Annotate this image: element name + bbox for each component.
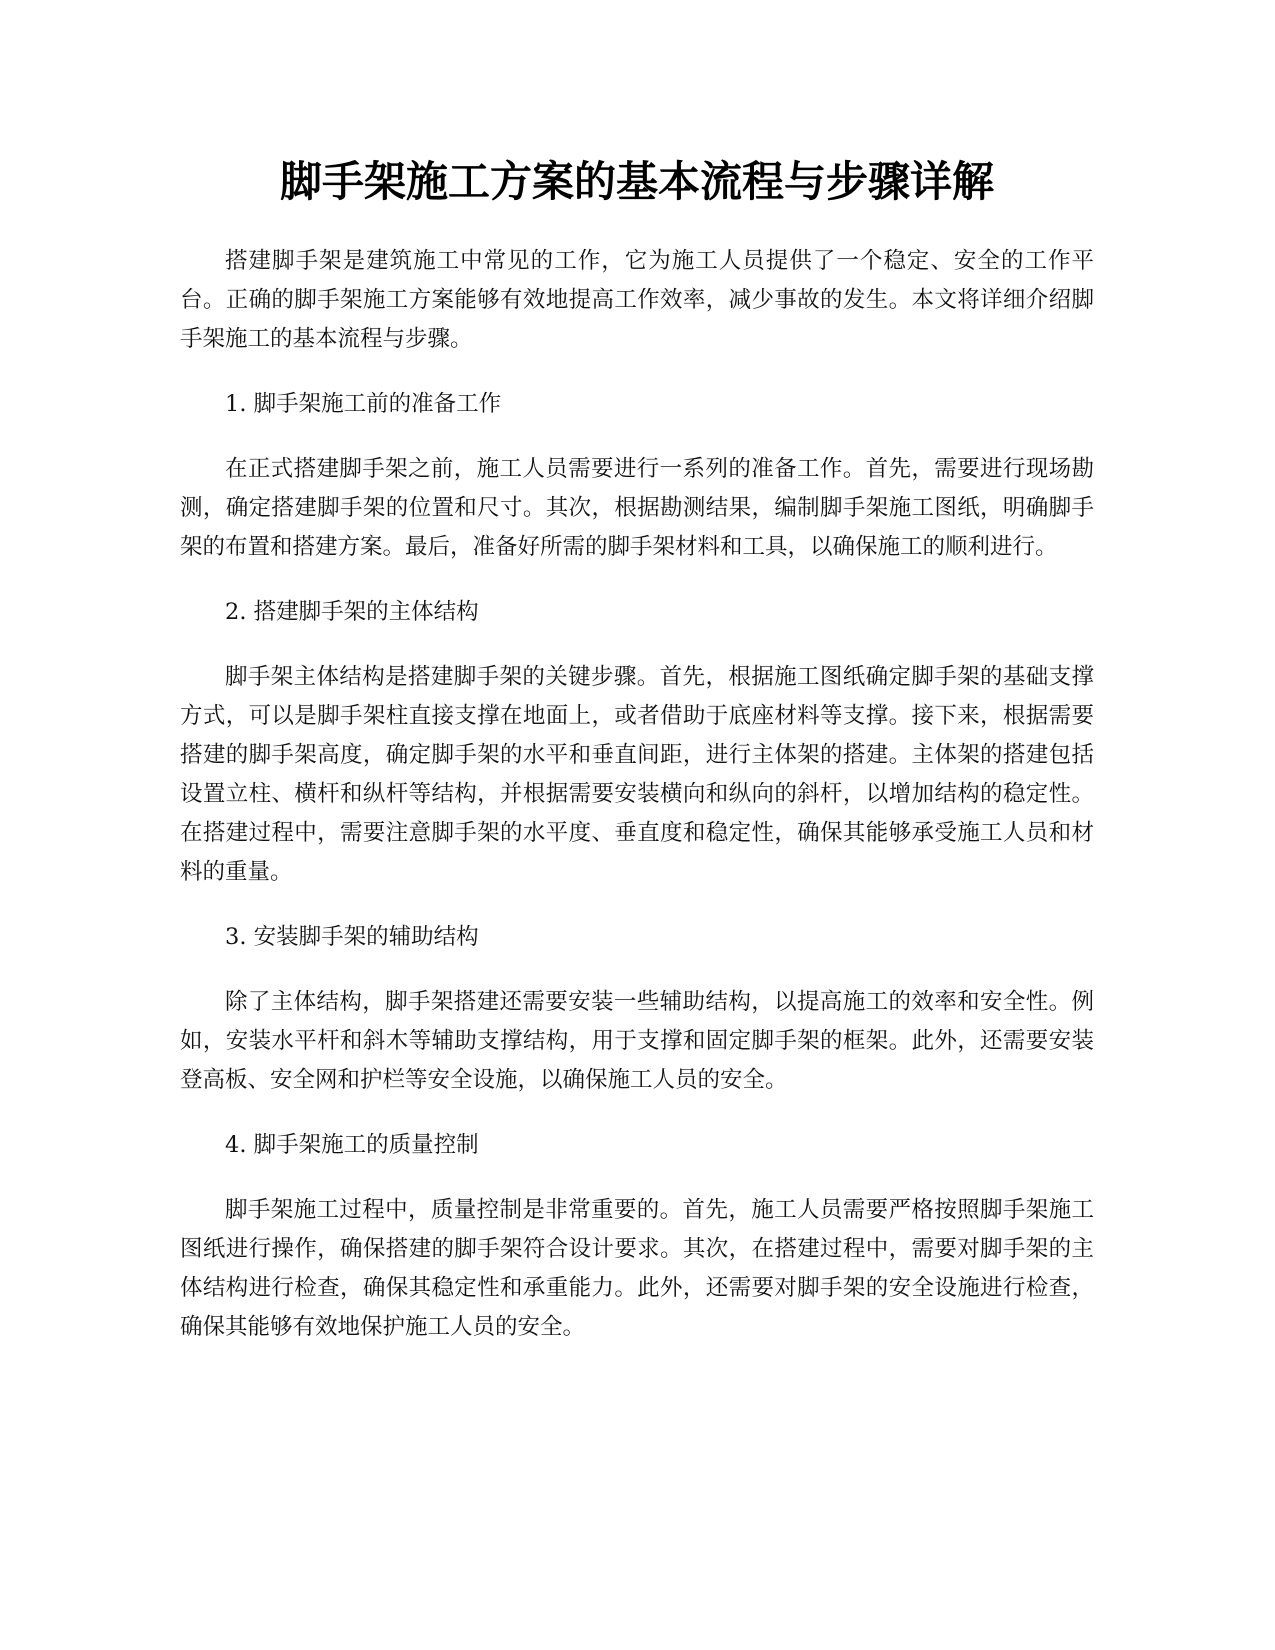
section-body-4: 脚手架施工过程中，质量控制是非常重要的。首先，施工人员需要严格按照脚手架施工图纸进行操作，确保搭建的脚手架符合设计要求。其次，在搭建过程中，需要对脚手架的主体结构进行检查，确保其稳定性和承重能力。此外，还需要对脚手架的安全设施进行检查，确保其能够有效地保护施工人员的安全。 [180, 1197, 1094, 1340]
section-heading-2: 2. 搭建脚手架的主体结构 [225, 599, 479, 625]
spacer [180, 424, 1094, 450]
spacer [180, 1165, 1094, 1191]
document-page [180, 0, 1094, 1347]
document-title: 脚手架施工方案的基本流程与步骤详解 [279, 157, 994, 206]
section-body-1: 在正式搭建脚手架之前，施工人员需要进行一系列的准备工作。首先，需要进行现场勘测，确定搭建脚手架的位置和尺寸。其次，根据勘测结果，编制脚手架施工图纸，明确脚手架的布置和搭建方案。最后，准备好所需的脚手架材料和工具，以确保施工的顺利进行。 [180, 456, 1094, 560]
spacer [180, 957, 1094, 983]
spacer [180, 212, 1094, 242]
section-heading-1: 1. 脚手架施工前的准备工作 [225, 391, 502, 417]
section-heading-3: 3. 安装脚手架的辅助结构 [225, 924, 479, 950]
section-body-3: 除了主体结构，脚手架搭建还需要安装一些辅助结构，以提高施工的效率和安全性。例如，安装水平杆和斜木等辅助支撑结构，用于支撑和固定脚手架的框架。此外，还需要安装登高板、安全网和护栏等安全设施，以确保施工人员的安全。 [180, 989, 1094, 1093]
spacer [180, 567, 1094, 593]
spacer [180, 1100, 1094, 1126]
section-heading-4: 4. 脚手架施工的质量控制 [225, 1132, 479, 1158]
intro-paragraph: 搭建脚手架是建筑施工中常见的工作，它为施工人员提供了一个稳定、安全的工作平台。正确的脚手架施工方案能够有效地提高工作效率，减少事故的发生。本文将详细介绍脚手架施工的基本流程与步骤。 [180, 248, 1094, 352]
spacer [180, 632, 1094, 658]
spacer [180, 892, 1094, 918]
spacer [180, 359, 1094, 385]
section-body-2: 脚手架主体结构是搭建脚手架的关键步骤。首先，根据施工图纸确定脚手架的基础支撑方式，可以是脚手架柱直接支撑在地面上，或者借助于底座材料等支撑。接下来，根据需要搭建的脚手架高度，确定脚手架的水平和垂直间距，进行主体架的搭建。主体架的搭建包括设置立柱、横杆和纵杆等结构，并根据需要安装横向和纵向的斜杆，以增加结构的稳定性。在搭建过程中，需要注意脚手架的水平度、垂直度和稳定性，确保其能够承受施工人员和材料的重量。 [180, 664, 1094, 885]
